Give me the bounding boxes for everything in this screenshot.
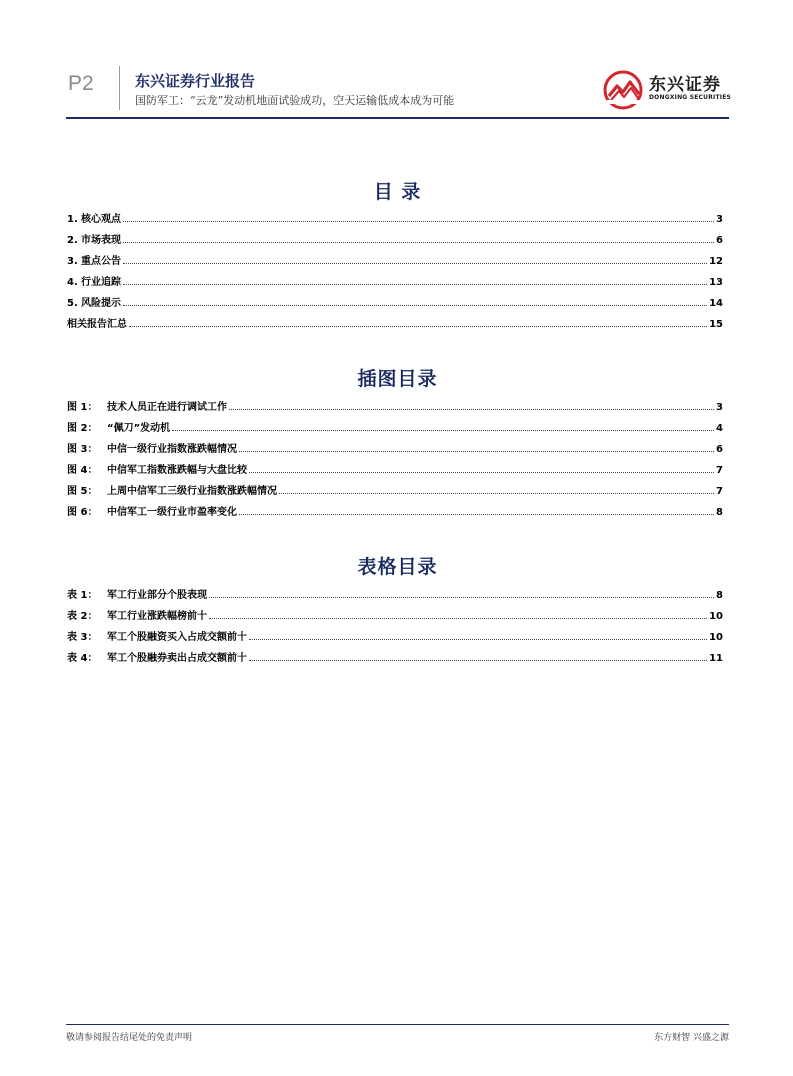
table-entry-3[interactable]	[67, 627, 723, 643]
figure-entry-number: 图 4：	[67, 465, 98, 476]
table-entry-1[interactable]	[67, 585, 723, 601]
table-entry-page: 8	[716, 590, 723, 601]
figure-entry-3[interactable]	[67, 439, 723, 455]
report-title: 国防军工：“云龙”发动机地面试验成功，空天运输低成本成为可能	[135, 94, 455, 107]
figure-entry-1[interactable]	[67, 397, 723, 413]
dot-leader	[172, 429, 714, 431]
table-entry-label: 军工个股融资买入占成交额前十	[107, 632, 247, 643]
figure-entry-label: 中信一级行业指数涨跌幅情况	[107, 444, 237, 455]
figure-entry-page: 4	[716, 423, 723, 434]
tables-title: 表格目录	[357, 556, 438, 578]
toc-entry-page: 12	[709, 256, 723, 267]
figure-entry-4[interactable]	[67, 460, 723, 476]
figure-entry-label: 中信军工指数涨跌幅与大盘比较	[107, 465, 247, 476]
toc-title: 目 录	[373, 181, 422, 203]
dot-leader	[239, 450, 714, 452]
table-entry-4[interactable]	[67, 648, 723, 664]
figure-entry-label: 技术人员正在进行调试工作	[107, 402, 227, 413]
toc-entry-number: 5.	[67, 298, 78, 309]
toc-entry-label: 重点公告	[80, 256, 121, 267]
page-number: P2	[68, 72, 94, 95]
page-header	[0, 0, 793, 125]
toc-entry-number: 1.	[67, 214, 78, 225]
toc-entry-page: 3	[716, 214, 723, 225]
dot-leader	[249, 659, 707, 661]
toc-entry-page: 14	[709, 298, 723, 309]
table-entry-number: 表 3：	[67, 632, 98, 643]
report-type: 东兴证券行业报告	[135, 72, 256, 90]
toc-entry-2[interactable]	[67, 230, 723, 246]
dot-leader	[123, 304, 707, 306]
figure-entry-label: 上周中信军工三级行业指数涨跌幅情况	[107, 486, 277, 497]
toc-entry-label: 相关报告汇总	[67, 319, 127, 330]
toc-entry-label: 风险提示	[80, 298, 121, 309]
table-entry-label: 军工个股融券卖出占成交额前十	[107, 653, 247, 664]
figure-entry-5[interactable]	[67, 481, 723, 497]
toc-entry-6[interactable]	[67, 314, 723, 330]
footer-rule	[66, 1024, 729, 1025]
toc-entry-label: 核心观点	[80, 214, 121, 225]
figure-entry-label: “佩刀”发动机	[107, 423, 171, 434]
table-entry-label: 军工行业涨跌幅榜前十	[107, 611, 207, 622]
toc-entry-label: 市场表现	[80, 235, 121, 246]
figure-entry-6[interactable]	[67, 502, 723, 518]
toc-entry-label: 行业追踪	[80, 277, 121, 288]
dot-leader	[123, 283, 707, 285]
dot-leader	[279, 492, 714, 494]
figure-entry-page: 6	[716, 444, 723, 455]
figure-entry-page: 3	[716, 402, 723, 413]
table-entry-page: 10	[709, 632, 723, 643]
toc-entry-page: 6	[716, 235, 723, 246]
toc-entry-4[interactable]	[67, 272, 723, 288]
footer-disclaimer: 敬请参阅报告结尾处的免责声明	[66, 1033, 193, 1043]
logo-text-en: DONGXING SECURITIES	[649, 94, 732, 101]
figure-entry-page: 7	[716, 486, 723, 497]
figure-entry-number: 图 1：	[67, 402, 98, 413]
toc-entry-number: 3.	[67, 256, 78, 267]
figure-entry-number: 图 2：	[67, 423, 98, 434]
dot-leader	[249, 471, 714, 473]
dot-leader	[249, 638, 707, 640]
dot-leader	[239, 513, 714, 515]
dot-leader	[123, 262, 707, 264]
toc-entry-3[interactable]	[67, 251, 723, 267]
figures-title: 插图目录	[357, 368, 438, 390]
table-entry-2[interactable]	[67, 606, 723, 622]
company-logo	[603, 70, 733, 110]
toc-entry-page: 15	[709, 319, 723, 330]
toc-entry-5[interactable]	[67, 293, 723, 309]
figure-entry-page: 8	[716, 507, 723, 518]
toc-entry-number: 2.	[67, 235, 78, 246]
figure-entry-number: 图 6：	[67, 507, 98, 518]
table-entry-number: 表 2：	[67, 611, 98, 622]
toc-entry-number: 4.	[67, 277, 78, 288]
dot-leader	[123, 241, 714, 243]
table-entry-page: 11	[709, 653, 723, 664]
footer-slogan: 东方财智 兴盛之源	[654, 1033, 729, 1043]
figure-entry-page: 7	[716, 465, 723, 476]
header-rule	[66, 117, 729, 119]
toc-entry-1[interactable]	[67, 209, 723, 225]
dot-leader	[209, 596, 714, 598]
figure-entry-2[interactable]	[67, 418, 723, 434]
header-divider	[119, 66, 120, 110]
dot-leader	[229, 408, 714, 410]
dot-leader	[123, 220, 714, 222]
logo-text-cn: 东兴证券	[649, 75, 721, 95]
table-entry-label: 军工行业部分个股表现	[107, 590, 207, 601]
figure-entry-label: 中信军工一级行业市盈率变化	[107, 507, 237, 518]
dot-leader	[209, 617, 707, 619]
table-entry-number: 表 4：	[67, 653, 98, 664]
figure-entry-number: 图 3：	[67, 444, 98, 455]
figure-entry-number: 图 5：	[67, 486, 98, 497]
logo-mark-icon	[603, 70, 645, 110]
table-entry-number: 表 1：	[67, 590, 98, 601]
table-entry-page: 10	[709, 611, 723, 622]
toc-entry-page: 13	[709, 277, 723, 288]
dot-leader	[129, 325, 707, 327]
